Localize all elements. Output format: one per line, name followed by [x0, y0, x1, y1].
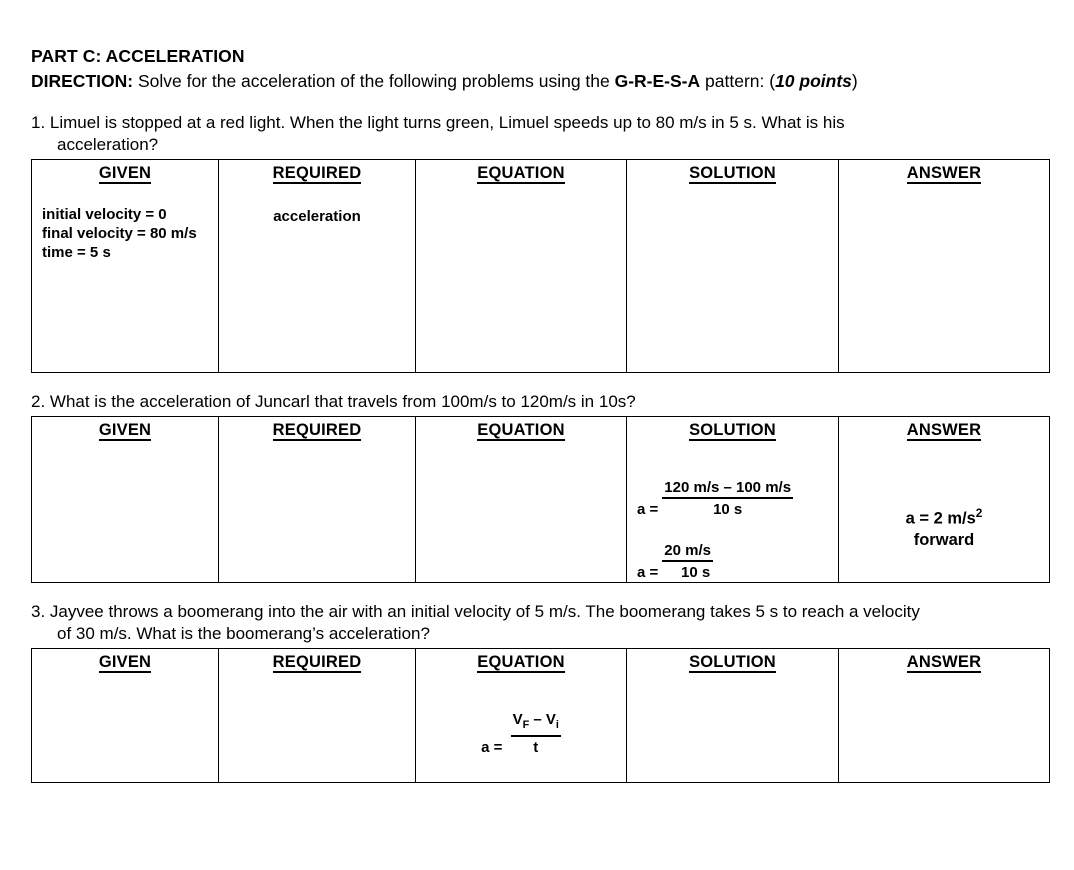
gresa-pattern-text: G-R-E-S-A	[614, 71, 701, 91]
answer-line-2: forward	[913, 530, 975, 549]
column-header-given-1: GIVEN	[98, 164, 152, 182]
cell-equation-1[interactable]	[416, 160, 627, 373]
column-header-answer-3: ANSWER	[906, 653, 982, 671]
answer-line-1	[839, 503, 1049, 530]
given-values-1	[32, 183, 218, 262]
cell-spacer	[32, 672, 218, 782]
problem-3-statement	[31, 583, 1044, 645]
required-value-1: acceleration	[273, 208, 361, 225]
column-header-solution-3: SOLUTION	[689, 653, 776, 671]
table-row	[32, 649, 1050, 783]
answer-exponent: 2	[975, 506, 983, 520]
cell-required-2[interactable]	[219, 417, 416, 583]
cell-answer-2[interactable]	[839, 417, 1050, 583]
solution-step-2-denominator: 10 s	[681, 564, 711, 581]
column-header-given-3: GIVEN	[98, 653, 152, 671]
problem-1-line-1: 1. Limuel is stopped at a red light. When the light turns green, Limuel speeds up to 80 m/s in 5 s. What is his	[31, 113, 845, 132]
solution-step-2	[637, 541, 838, 582]
column-header-equation-3: EQUATION	[477, 653, 565, 671]
cell-given-3[interactable]	[32, 649, 219, 783]
gresa-table-3	[31, 648, 1050, 783]
page-title: PART C: ACCELERATION	[31, 46, 245, 66]
column-header-answer-2: ANSWER	[906, 421, 982, 439]
column-header-solution-1: SOLUTION	[689, 164, 776, 182]
direction-text-part3: )	[851, 71, 858, 91]
problem-3-line-1: 3. Jayvee throws a boomerang into the air with an initial velocity of 5 m/s. The boomerang takes 5 s to reach a velocity	[31, 602, 920, 621]
final-velocity-subscript: F	[522, 719, 530, 731]
equation-denominator-3: t	[533, 739, 539, 756]
column-header-required-2: REQUIRED	[272, 421, 362, 439]
gresa-table-1	[31, 159, 1050, 373]
cell-solution-1[interactable]	[627, 160, 839, 373]
solution-step-1-denominator: 10 s	[713, 501, 743, 518]
gresa-table-2	[31, 416, 1050, 583]
cell-answer-1[interactable]	[839, 160, 1050, 373]
column-header-required-3: REQUIRED	[272, 653, 362, 671]
column-header-equation-2: EQUATION	[477, 421, 565, 439]
answer-main-text: a = 2 m/s	[905, 509, 976, 528]
problem-1-line-2: acceleration?	[57, 135, 159, 154]
equation-lead-3: a =	[481, 739, 503, 756]
table-row	[32, 417, 1050, 583]
column-header-given-2: GIVEN	[98, 421, 152, 439]
given-item: initial velocity = 0	[42, 206, 167, 223]
equation-expression-3	[481, 710, 561, 757]
problem-1-statement	[31, 94, 1044, 156]
initial-velocity-symbol: V	[545, 711, 556, 728]
cell-spacer	[32, 262, 218, 372]
direction-text-part1: Solve for the acceleration of the following problems using the	[133, 71, 615, 91]
cell-required-1[interactable]	[219, 160, 416, 373]
solution-step-1	[637, 478, 838, 519]
cell-solution-3[interactable]	[627, 649, 839, 783]
initial-velocity-subscript: i	[555, 719, 559, 731]
direction-line	[31, 69, 1044, 94]
table-row	[32, 160, 1050, 373]
problem-3-line-2: of 30 m/s. What is the boomerang’s acceleration?	[57, 624, 430, 643]
column-header-required-1: REQUIRED	[272, 164, 362, 182]
cell-answer-3[interactable]	[839, 649, 1050, 783]
direction-text-part2: pattern: (	[700, 71, 776, 91]
solution-step-2-lead: a =	[637, 564, 659, 581]
column-header-answer-1: ANSWER	[906, 164, 982, 182]
equation-fraction-3	[511, 710, 561, 757]
column-header-solution-2: SOLUTION	[689, 421, 776, 439]
equation-minus-sign: –	[529, 711, 546, 728]
equation-value-3	[416, 672, 626, 757]
solution-gap	[637, 519, 838, 541]
cell-solution-2[interactable]	[627, 417, 839, 583]
final-velocity-symbol: V	[512, 711, 523, 728]
cell-given-2[interactable]	[32, 417, 219, 583]
cell-given-1[interactable]	[32, 160, 219, 373]
solution-step-1-fraction	[662, 478, 793, 519]
cell-equation-3[interactable]	[416, 649, 627, 783]
solution-step-1-lead: a =	[637, 501, 659, 518]
problem-2-line-1: 2. What is the acceleration of Juncarl that travels from 100m/s to 120m/s in 10s?	[31, 392, 636, 411]
direction-label: DIRECTION:	[31, 71, 134, 91]
solution-step-1-numerator: 120 m/s – 100 m/s	[662, 478, 793, 499]
points-text: 10 points	[775, 71, 852, 91]
cell-equation-2[interactable]	[416, 417, 627, 583]
answer-value-2	[839, 440, 1049, 551]
cell-spacer	[32, 440, 218, 458]
cell-required-3[interactable]	[219, 649, 416, 783]
solution-step-2-fraction	[662, 541, 713, 582]
solution-step-2-numerator: 20 m/s	[662, 541, 713, 562]
column-header-equation-1: EQUATION	[477, 164, 565, 182]
given-item: time = 5 s	[42, 244, 111, 261]
problem-2-statement	[31, 373, 1044, 413]
equation-numerator-3	[511, 710, 561, 737]
given-item: final velocity = 80 m/s	[42, 225, 197, 242]
solution-work-2	[627, 440, 838, 582]
